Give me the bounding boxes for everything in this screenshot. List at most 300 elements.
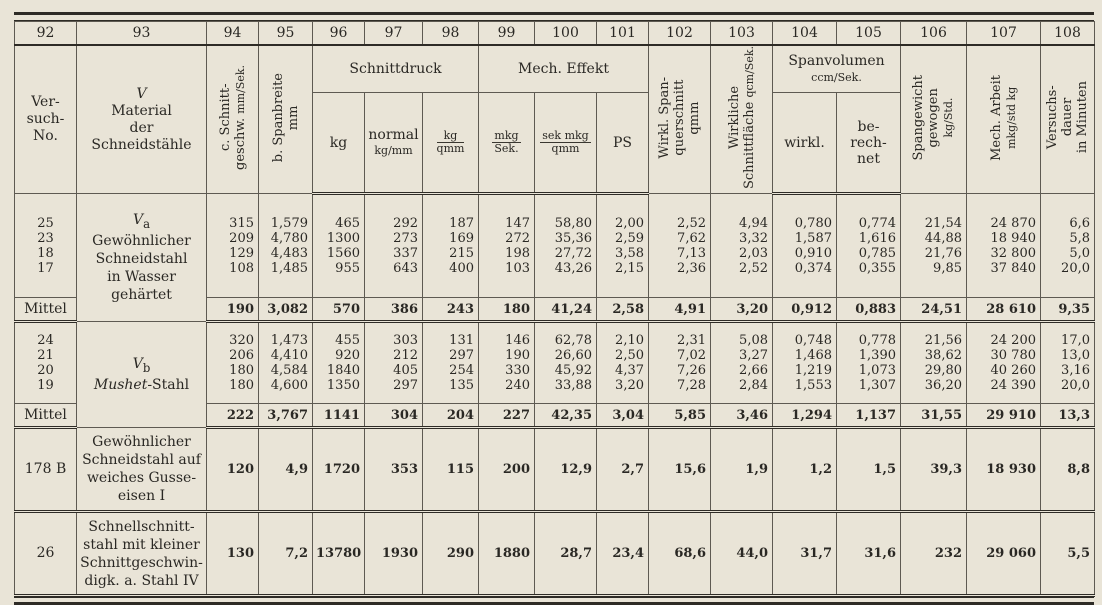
mittel-cell: 28 610: [967, 298, 1041, 322]
cell: 7,13: [677, 245, 706, 261]
cell: 206: [229, 348, 254, 363]
cell: 215: [449, 246, 474, 261]
group-b-col: [535, 322, 597, 404]
mittel-cell: 9,35: [1041, 298, 1095, 322]
label-line: weiches Gusse-: [86, 470, 197, 486]
colnum: 100: [535, 22, 597, 46]
cell: 3,16: [1061, 363, 1090, 378]
frac-num: sek mkg: [542, 128, 589, 142]
cell: 169: [449, 231, 474, 246]
cell: 955: [335, 261, 360, 276]
hdr-unit: kg/mm: [374, 143, 413, 157]
cell: 5,0: [1069, 245, 1090, 261]
header-spanbreite: [259, 45, 313, 194]
header-versuch: [15, 45, 77, 194]
cell: 1720: [313, 428, 365, 512]
cell: 0,374: [794, 261, 832, 276]
cell: 4,37: [615, 363, 644, 378]
header-spanvolumen: [773, 45, 901, 93]
cell: 2,03: [739, 245, 768, 261]
colnum: 104: [773, 22, 837, 46]
row-label: [77, 428, 207, 512]
cell: 4,410: [270, 348, 308, 363]
cell: 272: [505, 231, 530, 246]
cell: 24 390: [990, 378, 1036, 393]
cell: 43,26: [554, 261, 592, 276]
header-mech-arbeit: [967, 45, 1041, 194]
cell: 1,307: [858, 378, 896, 393]
cell: 0,748: [794, 333, 832, 348]
data-table-page: [14, 12, 1094, 605]
mittel-cell: 204: [423, 404, 479, 428]
colnum: 108: [1041, 22, 1095, 46]
cell: 330: [505, 363, 530, 378]
id: 19: [37, 378, 54, 393]
cell: 297: [393, 378, 418, 393]
cell: 198: [505, 246, 530, 261]
group-a-col: [649, 194, 711, 298]
hdr-text: Material: [111, 102, 172, 119]
frac-den: qmm: [551, 141, 580, 155]
colnum: 102: [649, 22, 711, 46]
cell: 5,8: [1069, 230, 1090, 246]
cell: 0,774: [858, 216, 896, 231]
cell: 4,600: [270, 378, 308, 393]
frac-den: Sek.: [494, 141, 519, 155]
cell: 2,00: [615, 216, 644, 231]
mittel-cell: 29 910: [967, 404, 1041, 428]
cell: 7,28: [677, 378, 706, 393]
cell: 455: [335, 333, 360, 348]
label-line: in Wasser: [107, 269, 176, 286]
cell: 29 060: [967, 512, 1041, 596]
cell: 1930: [365, 512, 423, 596]
mittel-cell: 1,294: [773, 404, 837, 428]
cell: 1,616: [858, 231, 896, 246]
label-line: Schneidstahl auf: [82, 452, 201, 468]
cell: 1350: [326, 378, 360, 393]
cell: 4,9: [259, 428, 313, 512]
hdr-unit: mm/Sek.: [233, 65, 247, 114]
id: 24: [37, 333, 54, 348]
bottom-rule: [14, 597, 1094, 605]
row-id: 178 B: [15, 428, 77, 512]
mittel-cell: 3,04: [597, 404, 649, 428]
header-schnittgeschw: [207, 45, 259, 194]
hdr-unit: mm: [285, 105, 301, 130]
row-26: [15, 512, 1095, 596]
hdr-text: Schneidstähle: [91, 136, 192, 153]
cell: 320: [229, 333, 254, 348]
cell: 187: [449, 216, 474, 231]
mittel-cell: 304: [365, 404, 423, 428]
cell: 58,80: [554, 216, 592, 231]
cell: 130: [207, 512, 259, 596]
group-a-col: [259, 194, 313, 298]
hdr-text: Schnittfläche: [741, 101, 757, 189]
cell: 209: [229, 230, 254, 246]
cell: 28,7: [535, 512, 597, 596]
mittel-cell: 386: [365, 298, 423, 322]
top-rule: [14, 12, 1094, 21]
hdr-text: der: [129, 119, 154, 136]
cell: 1840: [326, 363, 360, 378]
label-rest: -Stahl: [147, 377, 190, 394]
cell: 13,0: [1061, 348, 1090, 363]
id: 21: [37, 348, 54, 363]
group-b-col: [365, 322, 423, 404]
cell: 32 800: [990, 245, 1036, 261]
group-b-label: [77, 322, 207, 428]
group-a-col: [423, 194, 479, 298]
mittel-cell: 5,85: [649, 404, 711, 428]
cell: 273: [393, 231, 418, 246]
row-label: [77, 512, 207, 596]
header-row-1: [15, 45, 1095, 93]
group-b-col: [313, 322, 365, 404]
group-b-ids: [15, 322, 77, 404]
label-line: gehärtet: [111, 287, 172, 304]
cell: 643: [393, 261, 418, 276]
cell: 180: [229, 378, 254, 393]
group-a-col: [1041, 194, 1095, 298]
colnum: 98: [423, 22, 479, 46]
cell: 4,94: [739, 215, 768, 231]
cell: 29,80: [924, 363, 962, 378]
label-line: stahl mit kleiner: [83, 536, 200, 553]
cell: 44,88: [924, 230, 962, 246]
group-a-col: [207, 194, 259, 298]
hdr-text: Wirkl. Span-: [657, 76, 672, 159]
hdr-unit: qcm/Sek.: [742, 46, 756, 98]
cell: 303: [393, 333, 418, 348]
cell: 120: [207, 428, 259, 512]
header-versuchsdauer: [1041, 45, 1095, 194]
cell: 1,5: [837, 428, 901, 512]
colnum: 95: [259, 22, 313, 46]
cell: 0,785: [858, 246, 896, 261]
cell: 2,52: [677, 215, 706, 231]
mittel-cell: 42,35: [535, 404, 597, 428]
id: 25: [37, 215, 54, 231]
cell: 20,0: [1061, 378, 1090, 393]
cell: 2,36: [677, 260, 706, 276]
cell: 35,36: [554, 231, 592, 246]
hdr-text: querschnitt: [672, 79, 687, 156]
colnum: 105: [837, 22, 901, 46]
cell: 26,60: [554, 348, 592, 363]
hdr-text: in Minuten: [1075, 81, 1090, 154]
label-line: Gewöhnlicher: [92, 434, 191, 450]
cell: 2,31: [677, 333, 706, 348]
cell: 315: [229, 215, 254, 231]
group-a-col: [365, 194, 423, 298]
cell: 2,52: [739, 260, 768, 276]
group-a-ids: [15, 194, 77, 298]
cell: 13780: [313, 512, 365, 596]
cell: 1,219: [794, 363, 832, 378]
mittel-cell: 4,91: [649, 298, 711, 322]
cell: 31,7: [773, 512, 837, 596]
cell: 1,073: [858, 363, 896, 378]
hdr-text: dauer: [1060, 98, 1075, 137]
mittel-cell: 570: [313, 298, 365, 322]
cell: 1560: [326, 246, 360, 261]
test-results-table: [14, 21, 1095, 597]
mittel-cell: 243: [423, 298, 479, 322]
cell: 1,2: [773, 428, 837, 512]
cell: 39,3: [901, 428, 967, 512]
id: 18: [37, 245, 54, 261]
cell: 292: [393, 216, 418, 231]
label-line: digk. a. Stahl IV: [84, 572, 199, 589]
cell: 0,778: [858, 333, 896, 348]
cell: 240: [505, 378, 530, 393]
cell: 1,587: [794, 231, 832, 246]
hdr-text: be-: [857, 118, 880, 135]
cell: 290: [423, 512, 479, 596]
group-b-col: [901, 322, 967, 404]
hdr-unit: qmm: [687, 101, 702, 134]
colnum: 103: [711, 22, 773, 46]
cell: 24 200: [990, 333, 1036, 348]
cell: 129: [229, 245, 254, 261]
group-a-col: [967, 194, 1041, 298]
mittel-cell: 24,51: [901, 298, 967, 322]
group-b-col: [597, 322, 649, 404]
cell: 2,59: [615, 231, 644, 246]
frac-den: qmm: [436, 141, 465, 155]
cell: 68,6: [649, 512, 711, 596]
cell: 2,15: [615, 261, 644, 276]
cell: 200: [479, 428, 535, 512]
hdr-text: Spangewicht: [911, 74, 926, 161]
mittel-cell: 0,912: [773, 298, 837, 322]
hdr-unit: ccm/Sek.: [811, 70, 862, 84]
cell: 465: [335, 216, 360, 231]
cell: 180: [229, 363, 254, 378]
group-b-col: [837, 322, 901, 404]
frac-num: kg: [437, 130, 465, 143]
cell: 6,6: [1069, 215, 1090, 231]
cell: 30 780: [990, 348, 1036, 363]
id: 23: [37, 230, 54, 246]
header-schnittdruck: Schnittdruck: [313, 45, 479, 93]
cell: 44,0: [711, 512, 773, 596]
group-b-col: [649, 322, 711, 404]
mittel-cell: 31,55: [901, 404, 967, 428]
mittel-cell: 222: [207, 404, 259, 428]
id: 17: [37, 260, 54, 276]
cell: 24 870: [990, 215, 1036, 231]
cell: 1880: [479, 512, 535, 596]
cell: 337: [393, 246, 418, 261]
cell: 108: [229, 260, 254, 276]
cell: 27,72: [554, 246, 592, 261]
cell: 4,780: [270, 230, 308, 246]
colnum: 107: [967, 22, 1041, 46]
cell: 38,62: [924, 348, 962, 363]
hdr-text: geschw.: [232, 117, 248, 170]
colnum: 99: [479, 22, 535, 46]
cell: 5,08: [739, 333, 768, 348]
cell: 3,20: [615, 378, 644, 393]
cell: 146: [505, 333, 530, 348]
group-a-col: [773, 194, 837, 298]
label-sub: b: [142, 360, 151, 375]
colnum: 106: [901, 22, 967, 46]
header-material: [77, 45, 207, 194]
cell: 7,62: [677, 230, 706, 246]
header-me-sekmkg: [535, 93, 597, 194]
cell: 1,468: [794, 348, 832, 363]
cell: 1,579: [270, 215, 308, 231]
label-line: eisen I: [117, 488, 166, 504]
mittel-cell: 190: [207, 298, 259, 322]
cell: 3,58: [615, 246, 644, 261]
cell: 400: [449, 261, 474, 276]
cell: 4,483: [270, 245, 308, 261]
mittel-cell: 180: [479, 298, 535, 322]
group-a-col: [535, 194, 597, 298]
mittel-cell: 13,3: [1041, 404, 1095, 428]
colnum: 97: [365, 22, 423, 46]
cell: 1,553: [794, 378, 832, 393]
hdr-text: Versuchs-: [1045, 85, 1060, 150]
cell: 18 930: [967, 428, 1041, 512]
cell: 8,8: [1041, 428, 1095, 512]
cell: 7,2: [259, 512, 313, 596]
header-me-mkg: [479, 93, 535, 194]
group-b-rows: [15, 322, 1095, 404]
cell: 15,6: [649, 428, 711, 512]
group-a-col: [901, 194, 967, 298]
cell: 1,485: [270, 260, 308, 276]
label-line: Schnellschnitt-: [88, 518, 195, 535]
cell: 7,02: [677, 348, 706, 363]
colnum: 94: [207, 22, 259, 46]
cell: 20,0: [1061, 260, 1090, 276]
group-a-label: [77, 194, 207, 322]
mittel-cell: 227: [479, 404, 535, 428]
mittel-cell: 1141: [313, 404, 365, 428]
mittel-cell: 3,46: [711, 404, 773, 428]
cell: 190: [505, 348, 530, 363]
cell: 920: [335, 348, 360, 363]
header-sv-berech: [837, 93, 901, 194]
group-a-col: [711, 194, 773, 298]
hdr-text: No.: [33, 128, 58, 144]
frac-num: mkg: [494, 128, 519, 142]
group-b-col: [259, 322, 313, 404]
cell: 135: [449, 378, 474, 393]
cell: 3,32: [739, 230, 768, 246]
cell: 131: [449, 333, 474, 348]
colnum: 96: [313, 22, 365, 46]
column-number-row: [15, 22, 1095, 46]
label-line: Schneidstahl: [95, 251, 188, 268]
group-a-rows: [15, 194, 1095, 298]
hdr-text: gewogen: [926, 87, 941, 148]
mittel-cell: 3,082: [259, 298, 313, 322]
header-wirkl-flaeche: [711, 45, 773, 194]
header-sd-kgqmm: [423, 93, 479, 194]
mittel-label: Mittel: [15, 298, 77, 322]
hdr-text: rech-: [850, 134, 887, 151]
cell: 33,88: [554, 378, 592, 393]
mittel-label: Mittel: [15, 404, 77, 428]
cell: 21,56: [924, 333, 962, 348]
hdr-text: such-: [26, 111, 65, 127]
cell: 2,50: [615, 348, 644, 363]
header-mech-effekt: Mech. Effekt: [479, 45, 649, 93]
hdr-text: Spanvolumen: [788, 52, 885, 69]
cell: 353: [365, 428, 423, 512]
cell: 2,7: [597, 428, 649, 512]
hdr-unit: kg/Std.: [942, 97, 955, 138]
cell: 212: [393, 348, 418, 363]
group-b-col: [423, 322, 479, 404]
cell: 232: [901, 512, 967, 596]
hdr-text: Wirkliche: [726, 85, 742, 150]
hdr-text: net: [857, 150, 880, 167]
hdr-text: b. Spanbreite: [270, 72, 286, 163]
cell: 1,9: [711, 428, 773, 512]
label-symbol: V: [132, 355, 143, 372]
header-me-ps: PS: [597, 93, 649, 194]
hdr-unit: mkg/std kg: [1004, 86, 1018, 149]
header-sd-normal: [365, 93, 423, 194]
mittel-cell: 1,137: [837, 404, 901, 428]
group-b-col: [1041, 322, 1095, 404]
cell: 21,54: [924, 215, 962, 231]
cell: 23,4: [597, 512, 649, 596]
colnum: 101: [597, 22, 649, 46]
row-id: 26: [15, 512, 77, 596]
group-a-col: [479, 194, 535, 298]
mittel-cell: 2,58: [597, 298, 649, 322]
label-italic: Mushet: [93, 377, 148, 394]
cell: 3,27: [739, 348, 768, 363]
label-line: Gewöhnlicher: [92, 233, 191, 250]
header-wirkl-span: [649, 45, 711, 194]
cell: 4,584: [270, 363, 308, 378]
cell: 2,66: [739, 363, 768, 378]
group-a-col: [313, 194, 365, 298]
label-symbol: V: [132, 211, 144, 228]
cell: 0,910: [794, 246, 832, 261]
group-b-col: [773, 322, 837, 404]
cell: 0,355: [858, 261, 896, 276]
cell: 297: [449, 348, 474, 363]
hdr-text: Ver-: [31, 94, 60, 110]
cell: 0,780: [794, 216, 832, 231]
cell: 1300: [326, 231, 360, 246]
group-b-col: [711, 322, 773, 404]
mittel-cell: 0,883: [837, 298, 901, 322]
cell: 9,85: [933, 260, 962, 276]
cell: 31,6: [837, 512, 901, 596]
group-b-col: [967, 322, 1041, 404]
cell: 40 260: [990, 363, 1036, 378]
cell: 18 940: [990, 230, 1036, 246]
cell: 103: [505, 261, 530, 276]
hdr-text: normal: [368, 126, 419, 143]
mittel-cell: 41,24: [535, 298, 597, 322]
cell: 1,390: [858, 348, 896, 363]
group-b-col: [479, 322, 535, 404]
cell: 37 840: [990, 260, 1036, 276]
